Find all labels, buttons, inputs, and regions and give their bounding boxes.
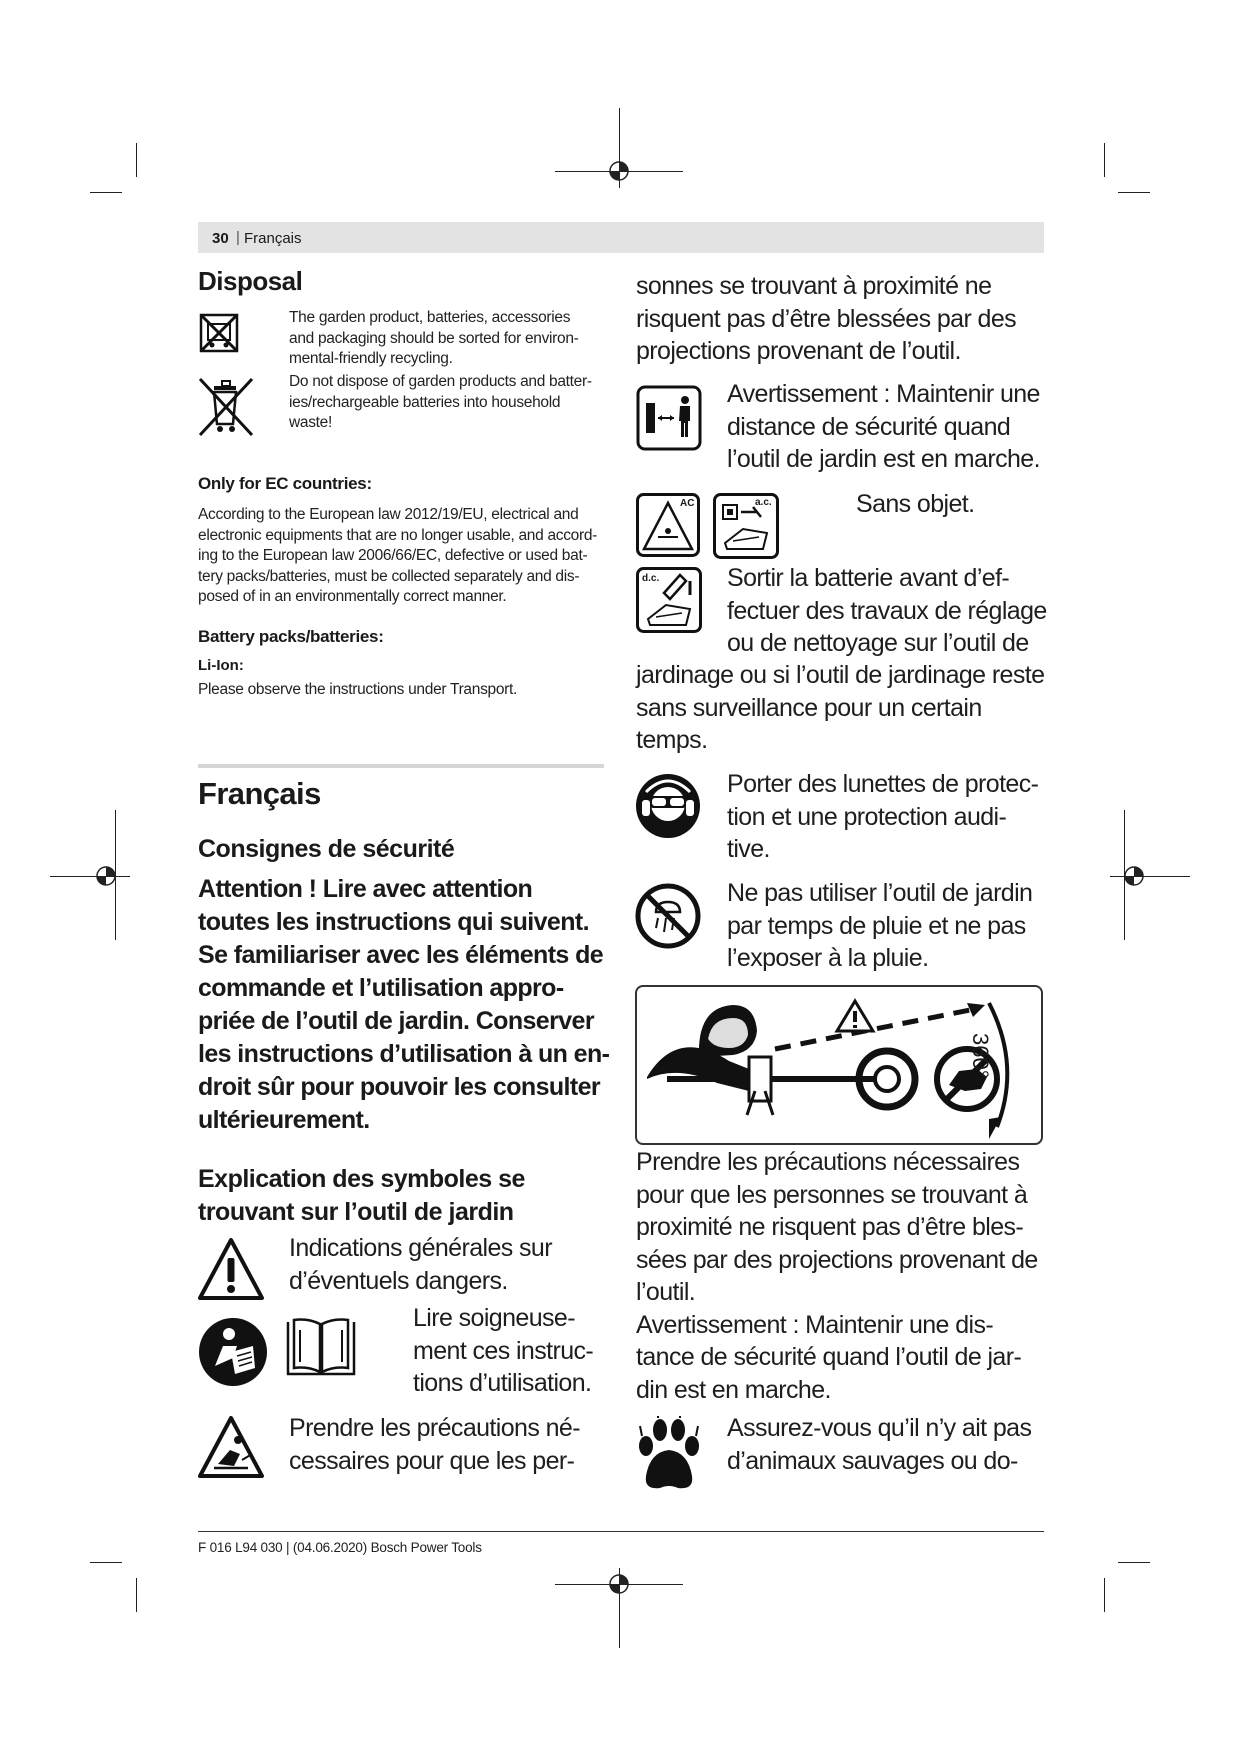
text-line: fectuer des travaux de réglage xyxy=(727,596,1047,625)
warning-triangle-icon xyxy=(196,1236,266,1302)
dc-label: d.c. xyxy=(642,573,660,584)
attention-paragraph xyxy=(198,873,609,1137)
symbols-title xyxy=(198,1163,525,1229)
text-line: par temps de pluie et ne pas xyxy=(727,911,1026,940)
crosshair-icon xyxy=(607,159,631,183)
footer-rule xyxy=(198,1531,1044,1532)
text-line: risquent pas d’être blessées par des xyxy=(636,304,1017,333)
text-line: posed of in an environmentally correct manner. xyxy=(198,588,507,605)
text-line: and packaging should be sorted for environ- xyxy=(289,329,579,347)
crosshair-icon xyxy=(94,864,118,888)
text-line: tions d’utilisation. xyxy=(413,1369,592,1397)
trimmer-diagram xyxy=(635,985,1043,1145)
text-line: cessaires pour que les per- xyxy=(289,1446,575,1475)
text-line: ies/rechargeable batteries into household xyxy=(289,393,561,411)
text-line: sans surveillance pour un certain xyxy=(636,693,982,722)
text-line: Prendre les précautions nécessaires xyxy=(636,1148,1020,1176)
text-line: l’outil. xyxy=(636,1278,696,1306)
animals-instruction xyxy=(727,1412,1031,1477)
text-line: les instructions d’utilisation à un en- xyxy=(198,1040,610,1068)
text-line: Avertissement : Maintenir une xyxy=(727,380,1040,408)
text-line: d’animaux sauvages ou do- xyxy=(727,1446,1018,1475)
header-separator: | xyxy=(236,229,240,246)
projection-description xyxy=(289,1412,580,1477)
read-manual-description xyxy=(413,1302,593,1400)
read-manual-icon xyxy=(197,1316,269,1388)
text-line: ing to the European law 2006/66/EC, defective or used bat- xyxy=(198,547,588,564)
text-line: Avertissement : Maintenir une dis- xyxy=(636,1310,994,1339)
text-line: proximité ne risquent pas d’être bles- xyxy=(636,1213,1024,1241)
paw-icon xyxy=(632,1416,706,1492)
footer-text: F 016 L94 030 | (04.06.2020) Bosch Power Tools xyxy=(198,1540,482,1555)
page-header xyxy=(198,222,1044,253)
protection-gear-icon xyxy=(634,772,702,840)
ec-paragraph xyxy=(198,505,597,608)
text-line: distance de sécurité quand xyxy=(727,412,1011,441)
crossed-bin-icon xyxy=(196,376,256,438)
text-line: droit sûr pour pouvoir les consulter xyxy=(198,1073,601,1101)
text-line: Do not dispose of garden products and batter- xyxy=(289,373,592,390)
li-ion-label: Li-Ion: xyxy=(198,657,244,674)
text-line: Ne pas utiliser l’outil de jardin xyxy=(727,879,1033,907)
ac-icon xyxy=(636,493,700,557)
ac-plug-box xyxy=(713,493,779,559)
text-line: priée de l’outil de jardin. Conserver xyxy=(198,1007,594,1035)
text-line: Se familiariser avec les éléments de xyxy=(198,941,604,969)
text-line: tive. xyxy=(727,835,770,863)
disposal-title: Disposal xyxy=(198,266,303,296)
safety-title: Consignes de sécurité xyxy=(198,835,455,863)
text-line: pour que les personnes se trouvant à xyxy=(636,1180,1028,1209)
battery-heading: Battery packs/batteries: xyxy=(198,627,384,646)
text-line: Indications générales sur xyxy=(289,1234,552,1262)
danger-description xyxy=(289,1232,552,1297)
text-line: ultérieurement. xyxy=(198,1106,370,1134)
rain-instruction xyxy=(727,877,1032,975)
text-line: tance de sécurité quand l’outil de jar- xyxy=(636,1343,1022,1371)
text-line: ou de nettoyage sur l’outil de xyxy=(727,629,1029,657)
transport-note: Please observe the instructions under Transport. xyxy=(198,681,518,698)
text-line: mental-friendly recycling. xyxy=(289,350,453,367)
no-rain-icon xyxy=(634,882,702,950)
dc-box xyxy=(636,567,702,633)
text-line: Assurez-vous qu’il n’y ait pas xyxy=(727,1414,1032,1442)
text-line: Sortir la batterie avant d’ef- xyxy=(727,564,1010,592)
text-line: d’éventuels dangers. xyxy=(289,1266,508,1295)
ac-label: AC xyxy=(680,498,695,509)
page-number: 30 xyxy=(212,230,229,247)
protection-instruction xyxy=(727,768,1038,866)
text-line: commande et l’utilisation appro- xyxy=(198,974,564,1002)
battery-instruction-full xyxy=(636,659,1044,757)
text-line: tion et une protection audi- xyxy=(727,802,1007,831)
francais-title: Français xyxy=(198,776,321,811)
header-language: Français xyxy=(244,230,302,247)
text-line: tery packs/batteries, must be collected separately and dis- xyxy=(198,567,580,585)
disposal-paragraph-2 xyxy=(289,372,592,434)
text-line: Attention ! Lire avec attention xyxy=(198,875,533,903)
text-line: temps. xyxy=(636,726,708,754)
distance-warning xyxy=(727,378,1040,476)
text-line: Prendre les précautions né- xyxy=(289,1414,580,1442)
rotation-label: 360° xyxy=(968,1033,993,1079)
continued-paragraph xyxy=(636,270,1016,368)
text-line: According to the European law 2012/19/EU, electrical and xyxy=(198,506,579,523)
text-line: trouvant sur l’outil de jardin xyxy=(198,1198,514,1226)
text-line: projections provenant de l’outil. xyxy=(636,337,961,365)
text-line: waste! xyxy=(289,414,332,431)
crosshair-icon xyxy=(1122,864,1146,888)
text-line: Explication des symboles se xyxy=(198,1165,525,1193)
text-line: The garden product, batteries, accessories xyxy=(289,309,571,326)
text-line: sées par des projections provenant de xyxy=(636,1245,1038,1274)
disposal-paragraph-1 xyxy=(289,308,579,370)
no-household-packaging-icon xyxy=(198,312,240,354)
ac-small-label: a.c. xyxy=(755,497,772,508)
text-line: l’exposer à la pluie. xyxy=(727,944,929,972)
text-line: sonnes se trouvant à proximité ne xyxy=(636,272,992,300)
text-line: Porter des lunettes de protec- xyxy=(727,770,1039,798)
text-line: toutes les instructions qui suivent. xyxy=(198,908,589,936)
projection-warning-icon xyxy=(196,1414,266,1480)
ec-heading: Only for EC countries: xyxy=(198,474,372,493)
crosshair-icon xyxy=(607,1572,631,1596)
precaution-paragraph xyxy=(636,1146,1038,1406)
text-line: jardinage ou si l’outil de jardinage reste xyxy=(636,661,1045,689)
open-book-icon xyxy=(284,1316,358,1380)
text-line: ment ces instruc- xyxy=(413,1336,594,1365)
sans-objet: Sans objet. xyxy=(856,490,975,518)
text-line: l’outil de jardin est en marche. xyxy=(727,445,1040,473)
text-line: Lire soigneuse- xyxy=(413,1304,575,1332)
safety-distance-icon xyxy=(636,385,702,451)
text-line: din est en marche. xyxy=(636,1375,831,1404)
section-divider xyxy=(198,764,604,768)
battery-instruction-indent xyxy=(727,562,1047,660)
text-line: electronic equipments that are no longer usable, and accord- xyxy=(198,526,598,544)
